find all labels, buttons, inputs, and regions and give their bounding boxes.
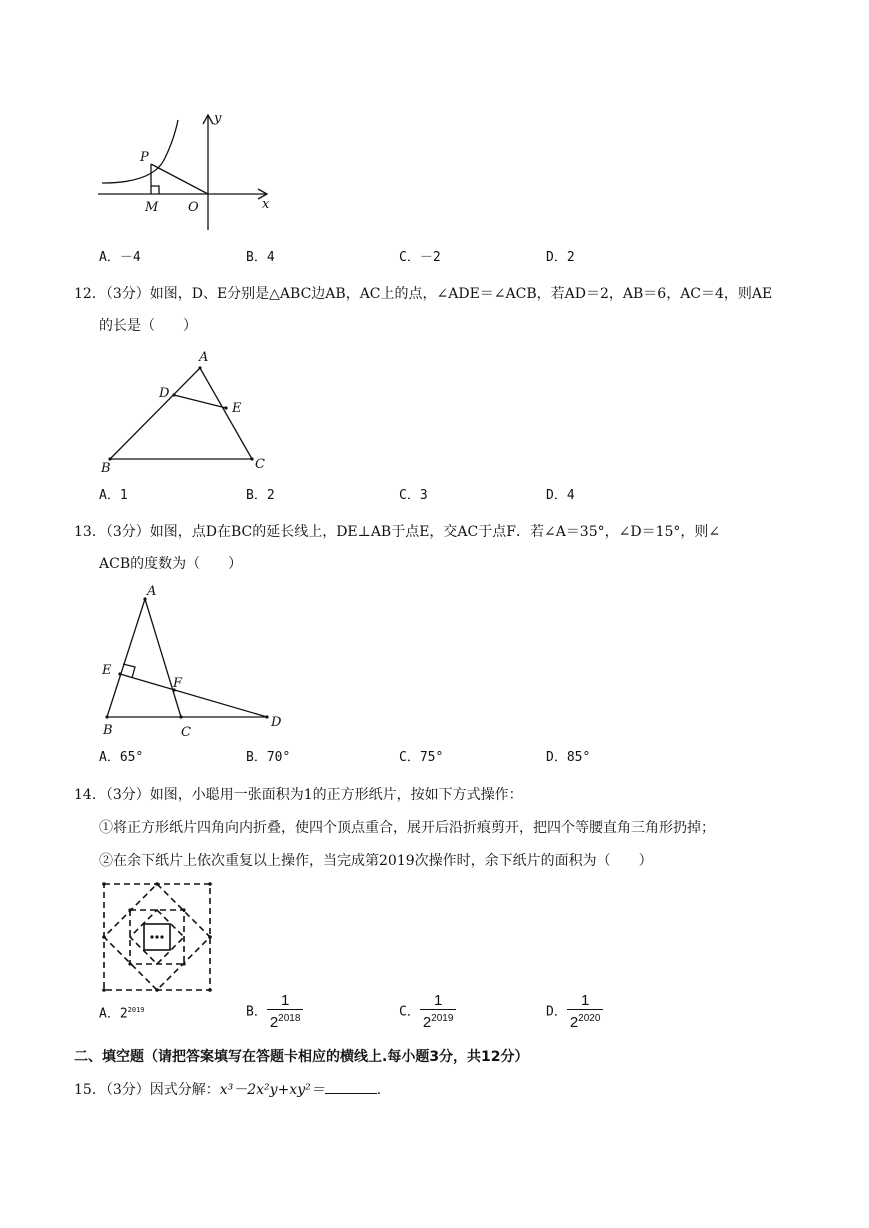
side-ac: [200, 368, 252, 459]
q12-option-d[interactable]: D．4: [546, 488, 575, 503]
q14-option-d-fraction: [567, 993, 604, 1032]
q15-suffix: .: [376, 1082, 382, 1098]
q13-figure: [95, 580, 295, 740]
label-d: D: [271, 715, 282, 730]
q12-stem-line2: 的长是（ ）: [99, 318, 197, 334]
fraction-numerator: 1: [420, 993, 457, 1010]
q14-option-c-prefix: C．: [399, 1004, 420, 1020]
q12-stem-line1: 12．（3分）如图，D、E分别是△ABC边AB，AC上的点，∠ADE＝∠ACB，若AD＝2，AB＝6，AC＝4，则AE: [74, 286, 773, 302]
label-a: A: [199, 350, 209, 365]
fraction-denominator: $2^{2020}$: [569, 1013, 601, 1031]
segment-de: [174, 395, 226, 408]
segment-ed: [120, 674, 267, 717]
q14-option-d[interactable]: [546, 993, 603, 1032]
q13-stem-line1: 13．（3分）如图，点D在BC的延长线上，DE⊥AB于点E，交AC于点F．若∠A＝35°，∠D＝15°，则∠: [74, 524, 721, 540]
q11-option-b[interactable]: B．4: [246, 250, 275, 265]
q15-stem: [74, 1081, 381, 1099]
fraction-denominator: $2^{2018}$: [269, 1013, 301, 1031]
q13-option-c[interactable]: C．75°: [399, 750, 444, 765]
q13-option-b[interactable]: B．70°: [246, 750, 291, 765]
fraction-exponent: 2018: [278, 1013, 301, 1024]
q11-figure: [92, 108, 292, 238]
fraction-denominator: $2^{2019}$: [422, 1013, 454, 1031]
q11-option-a[interactable]: A．－4: [99, 250, 141, 265]
q14-option-a-exponent: 2019: [127, 1006, 145, 1014]
label-o: O: [188, 200, 199, 215]
fraction-numerator: 1: [267, 993, 304, 1010]
q14-option-d-prefix: D．: [546, 1004, 567, 1020]
q14-figure: [100, 880, 220, 995]
q11-option-c[interactable]: C．－2: [399, 250, 441, 265]
side-ab: [107, 599, 145, 717]
q14-option-c-fraction: [420, 993, 457, 1032]
label-y: y: [214, 111, 222, 126]
q12-option-c[interactable]: C．3: [399, 488, 428, 503]
right-angle-mark: [151, 186, 159, 194]
section-heading: 二、填空题（请把答案填写在答题卡相应的横线上.每小题3分，共12分）: [74, 1049, 529, 1065]
label-c: C: [181, 725, 191, 740]
fraction-exponent: 2020: [578, 1013, 601, 1024]
q14-stem-line1: 14．（3分）如图，小聪用一张面积为1的正方形纸片，按如下方式操作：: [74, 787, 523, 803]
label-m: M: [145, 200, 159, 215]
label-e: E: [102, 663, 112, 678]
q13-stem-line2: ACB的度数为（ ）: [99, 556, 243, 572]
q12-option-a[interactable]: A．1: [99, 488, 128, 503]
q14-stem-line2: ①将正方形纸片四角向内折叠，使四个顶点重合，展开后沿折痕剪开，把四个等腰直角三角形扔掉；: [99, 820, 715, 836]
q13-option-a[interactable]: A．65°: [99, 750, 144, 765]
q11-option-d[interactable]: D．2: [546, 250, 575, 265]
q12-figure: [95, 348, 295, 478]
label-d: D: [159, 386, 170, 401]
label-x: x: [262, 197, 270, 212]
q14-option-a[interactable]: [99, 1001, 145, 1023]
q14-option-b-prefix: B．: [246, 1004, 267, 1020]
q14-stem-line3: ②在余下纸片上依次重复以上操作，当完成第2019次操作时，余下纸片的面积为（ ）: [99, 853, 653, 869]
side-ac: [145, 599, 181, 717]
fraction-exponent: 2019: [431, 1013, 454, 1024]
label-e: E: [232, 401, 242, 416]
label-f: F: [173, 676, 183, 691]
q14-option-b[interactable]: [246, 993, 303, 1032]
q13-option-d[interactable]: D．85°: [546, 750, 591, 765]
label-a: A: [147, 584, 157, 599]
side-ab: [110, 368, 200, 459]
q15-expression: x³－2x²y+xy²＝: [219, 1082, 325, 1098]
q15-answer-blank[interactable]: [325, 1081, 377, 1094]
q14-option-a-base: A．2: [99, 1006, 128, 1022]
q12-option-b[interactable]: B．2: [246, 488, 275, 503]
q14-option-b-fraction: [267, 993, 304, 1032]
label-p: P: [140, 150, 149, 165]
label-c: C: [255, 457, 265, 472]
label-b: B: [101, 461, 111, 476]
fraction-numerator: 1: [567, 993, 604, 1010]
q14-option-c[interactable]: [399, 993, 456, 1032]
label-b: B: [103, 723, 113, 738]
q15-prefix: 15．（3分）因式分解：: [74, 1082, 220, 1098]
